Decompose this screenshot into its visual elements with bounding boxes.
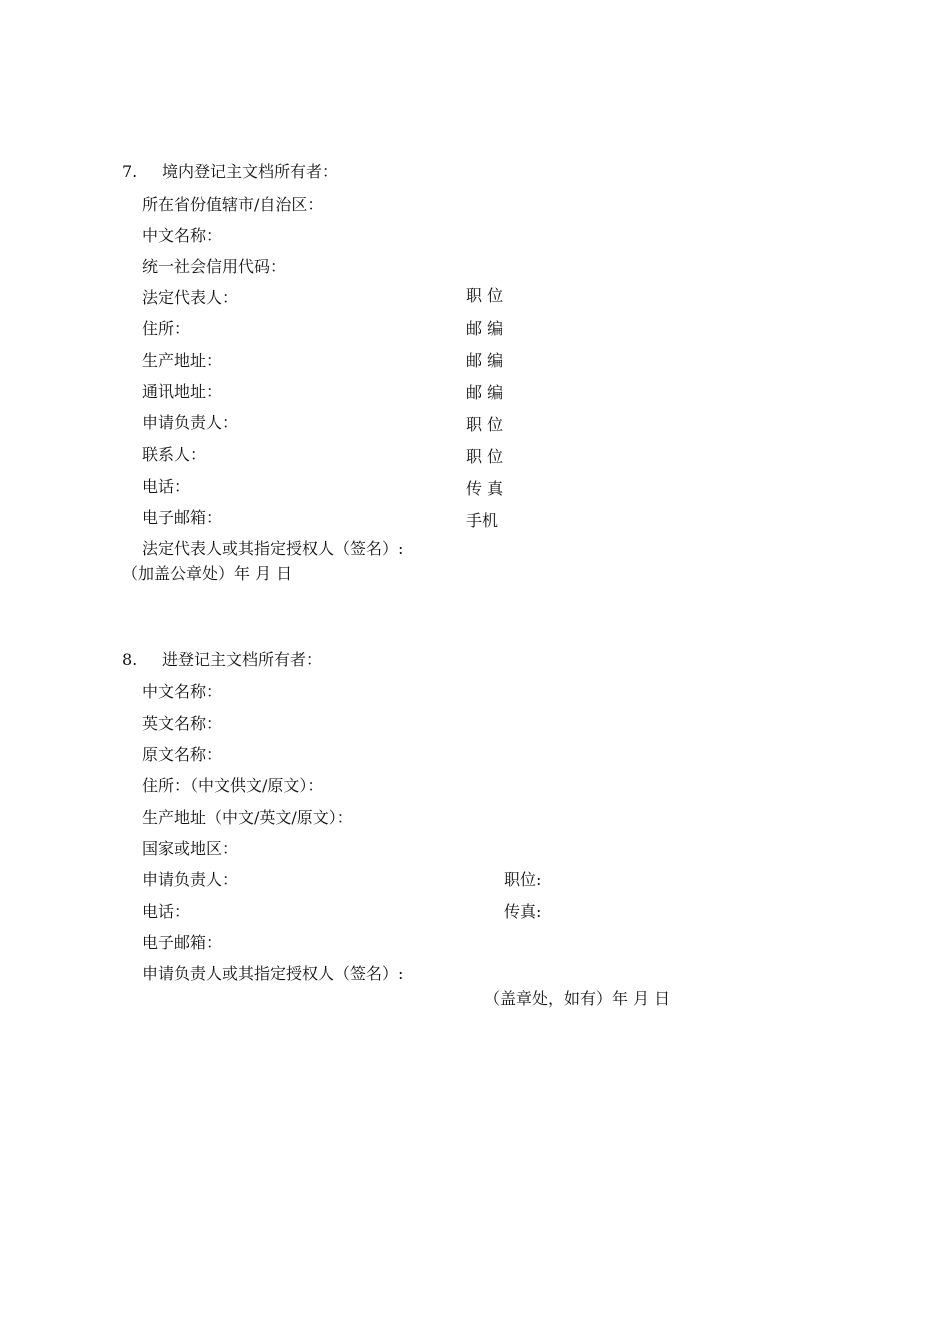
section8-fax-label: 传真: [504, 902, 542, 921]
section7-credit-code-label: 统一社会信用代码： [142, 257, 287, 276]
section8-original-name-label: 原文名称： [142, 745, 223, 764]
section8-seal-date-label: （盖章处，如有）年 月 日 [484, 989, 671, 1008]
section8-email-label: 电子邮箱： [142, 933, 223, 952]
section7-mailing-address-label: 通讯地址： [142, 382, 223, 401]
section7-production-postcode-label: 邮 编 [466, 351, 504, 370]
section7-seal-date-label: （加盖公章处）年 月 日 [122, 564, 293, 583]
section8-english-name-label: 英文名称： [142, 714, 223, 733]
section7-contact-label: 联系人： [142, 445, 207, 464]
section8-applicant-position-label: 职位: [504, 870, 542, 889]
section8-signature-label: 申请负责人或其指定授权人（签名）: [142, 964, 404, 983]
section7-province-label: 所在省份值辖市/自治区： [142, 195, 324, 214]
section7-mailing-postcode-label: 邮 编 [466, 383, 504, 402]
section7-residence-label: 住所： [142, 319, 191, 338]
section7-legal-rep-label: 法定代表人： [142, 288, 239, 307]
section8-applicant-label: 申请负责人： [142, 870, 239, 889]
section8-phone-label: 电话： [142, 902, 191, 921]
section7-legal-rep-position-label: 职 位 [466, 286, 504, 305]
section7-phone-label: 电话： [142, 477, 191, 496]
section8-title: 进登记主文档所有者： [162, 650, 323, 669]
section8-number: 8. [122, 650, 138, 669]
section7-fax-label: 传 真 [466, 479, 504, 498]
section8-chinese-name-label: 中文名称： [142, 682, 223, 701]
section8-production-address-label: 生产地址（中文/英文/原文）： [142, 808, 353, 827]
section7-residence-postcode-label: 邮 编 [466, 319, 504, 338]
section7-applicant-label: 申请负责人： [142, 413, 239, 432]
section7-contact-position-label: 职 位 [466, 447, 504, 466]
section7-mobile-label: 手机 [466, 511, 499, 530]
section8-country-label: 国家或地区： [142, 839, 239, 858]
section7-title: 境内登记主文档所有者： [162, 162, 339, 181]
section7-applicant-position-label: 职 位 [466, 415, 504, 434]
section7-chinese-name-label: 中文名称： [142, 226, 223, 245]
section8-residence-label: 住所：（中文供文/原文）： [142, 776, 324, 795]
section7-production-address-label: 生产地址： [142, 351, 223, 370]
section7-email-label: 电子邮箱： [142, 508, 223, 527]
section7-number: 7. [122, 162, 138, 181]
section7-signature-label: 法定代表人或其指定授权人（签名）: [142, 539, 404, 558]
